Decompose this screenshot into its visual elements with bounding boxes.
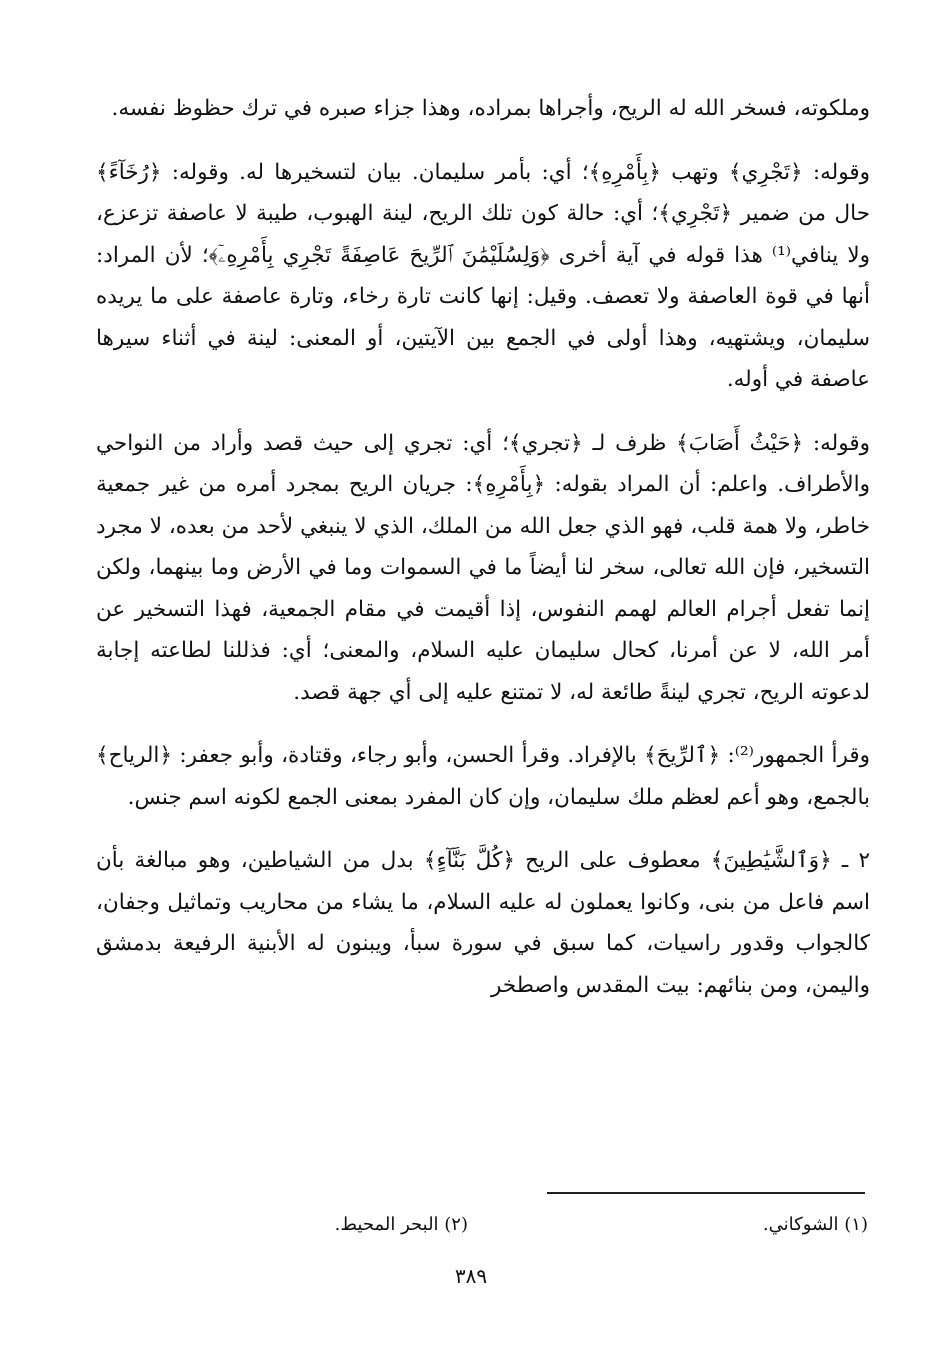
page-number: ٣٨٩ [454, 1264, 488, 1288]
paragraph-2: وقوله: ﴿تَجْرِي﴾ وتهب ﴿بِأَمْرِهِ﴾؛ أي: بأمر سليمان. بيان لتسخيرها له. وقوله: ﴿رُخَآءً﴾ حال من ضمير ﴿تَجْرِي﴾؛ أي: حالة كون تلك الريح، لينة الهبوب، طيبة لا عاصفة تزعزع، ولا ينافي⁽¹⁾ هذا قوله في آية أخرى ﴿وَلِسُلَيْمَٰنَ ٱلرِّيحَ عَاصِفَةً تَجْرِي بِأَمْرِهِۦٓ﴾؛ لأن المراد: أنها في قوة العاصفة ولا تعصف. وقيل: إنها كانت تارة رخاء، وتارة عاصفة على ما يريده سليمان، ويشتهيه، وهذا أولى في الجمع بين الآيتين، أو المعنى: لينة في أثناء سيرها عاصفة في أوله. [96, 159, 870, 392]
footnote-separator [547, 1192, 865, 1194]
paragraph-4: وقرأ الجمهور⁽²⁾: ﴿ٱلرِّيحَ﴾ بالإفراد. وقرأ الحسن، وأبو رجاء، وقتادة، وأبو جعفر: ﴿الرياح﴾ بالجمع، وهو أعم لعظم ملك سليمان، وإن كان المفرد بمعنى الجمع لكونه اسم جنس. [96, 743, 871, 810]
paragraph-5: ٢ ـ ﴿وَٱلشَّيَٰطِينَ﴾ معطوف على الريح ﴿كُلَّ بَنَّآءٍ﴾ بدل من الشياطين، وهو مبالغة بأن اسم فاعل من بنى، وكانوا يعملون له عليه السلام، ما يشاء من محاريب وتماثيل وجفان، كالجواب وقدور راسيات، كما سبق في سورة سبأ، ويبنون له الأبنية الرفيعة بدمشق واليمن، ومن بنائهم: بيت المقدس واصطخر [96, 848, 870, 998]
paragraph-gap [96, 130, 870, 152]
paragraph-gap [96, 401, 870, 423]
paragraph-gap [96, 713, 870, 735]
paragraph-3: وقوله: ﴿حَيْثُ أَصَابَ﴾ ظرف لـ ﴿تجري﴾؛ أي: تجري إلى حيث قصد وأراد من النواحي والأطراف. واعلم: أن المراد بقوله: ﴿بِأَمْرِهِ﴾: جريان الريح بمجرد أمره من غير جمعية خاطر، ولا همة قلب، فهو الذي جعل الله من الملك، الذي لا ينبغي لأحد من بعده، لا مجرد التسخير، فإن الله تعالى، سخر لنا أيضاً ما في السموات وما في الأرض وما بينهما، ولكن إنما تفعل أجرام العالم لهمم النفوس، إذا أقيمت في مقام الجمعية، فهذا التسخير عن أمر الله، لا عن أمرنا، كحال سليمان عليه السلام، والمعنى؛ أي: فذللنا لطاعته إجابة لدعوته الريح، تجري لينةً طائعة له، لا تمتنع عليه إلى أي جهة قصد. [96, 430, 870, 705]
paragraph-1: وملكوته، فسخر الله له الريح، وأجراها بمراده، وهذا جزاء صبره في ترك حظوظ نفسه. [111, 96, 870, 121]
footnote-2: (٢) البحر المحيط. [334, 1214, 468, 1235]
footnote-1: (١) الشوكاني. [762, 1214, 868, 1235]
paragraph-gap [96, 818, 870, 840]
main-text [96, 88, 870, 1006]
